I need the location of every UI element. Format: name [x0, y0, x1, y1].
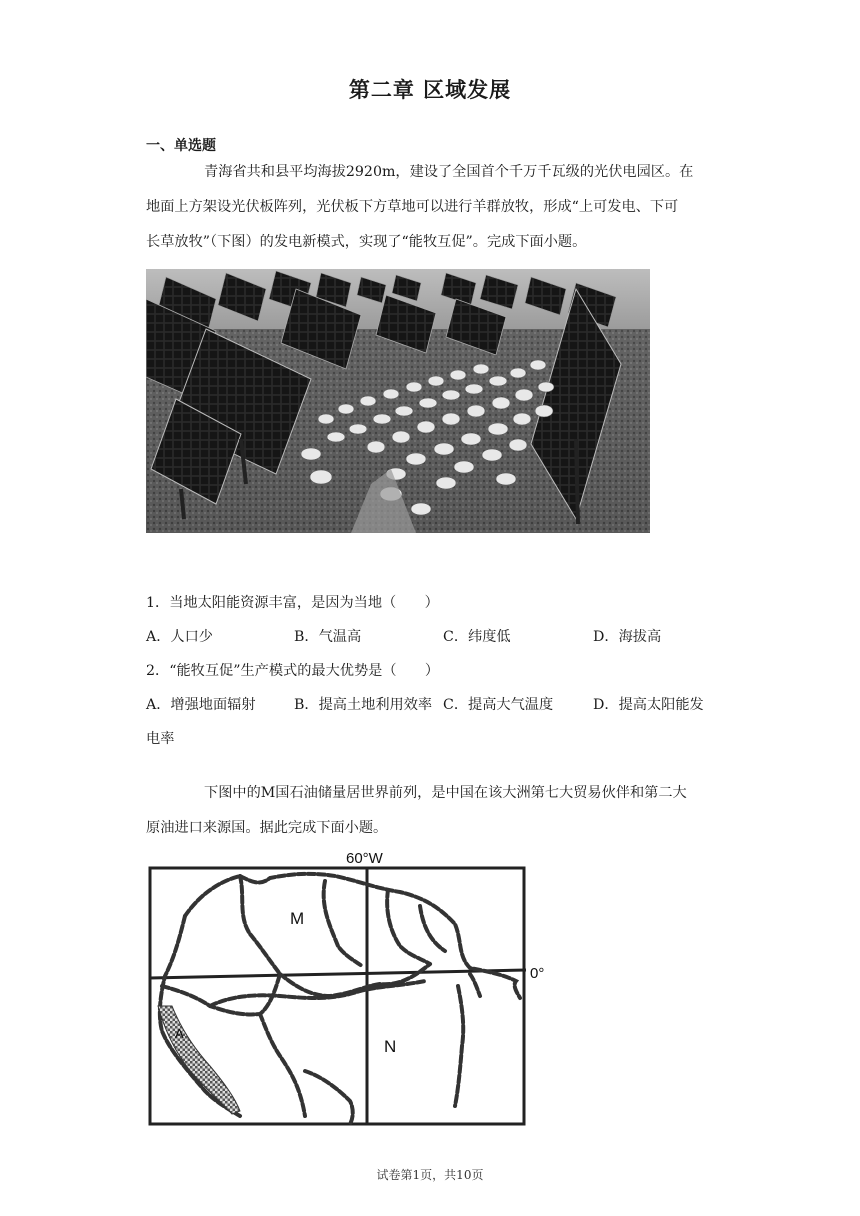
passage1-line2: 地面上方架设光伏板阵列，光伏板下方草地可以进行羊群放牧，形成“上可发电、下可 — [146, 199, 679, 215]
point-a-label: A — [175, 1026, 184, 1041]
page-footer: 试卷第1页，共10页 — [376, 1168, 484, 1182]
q1-option-a[interactable]: A．人口少 — [146, 629, 213, 645]
meridian-label: 60°W — [346, 850, 383, 867]
south-america-map — [140, 846, 560, 1131]
q2-option-b[interactable]: B．提高土地利用效率 — [294, 697, 433, 713]
q1-option-b[interactable]: B．气温高 — [294, 629, 362, 645]
question-2-stem: 2．“能牧互促”生产模式的最大优势是（ ） — [146, 663, 440, 679]
q2-option-d-wrap: 电率 — [146, 731, 175, 747]
q1-option-c[interactable]: C．纬度低 — [443, 629, 511, 645]
country-m-label: M — [290, 909, 305, 928]
passage2-line2: 原油进口来源国。据此完成下面小题。 — [146, 820, 388, 836]
q2-option-c[interactable]: C．提高大气温度 — [443, 697, 554, 713]
section-heading: 一、单选题 — [146, 138, 216, 154]
passage2-line1: 下图中的M国石油储量居世界前列，是中国在该大洲第七大贸易伙伴和第二大 — [204, 785, 687, 801]
q2-option-d[interactable]: D．提高太阳能发 — [593, 697, 704, 713]
solar-panel-sheep-photo — [146, 269, 650, 533]
question-1-stem: 1．当地太阳能资源丰富，是因为当地（ ） — [146, 595, 439, 611]
passage1-line3: 长草放牧”（下图）的发电新模式，实现了“能牧互促”。完成下面小题。 — [146, 234, 587, 250]
country-n-label: N — [384, 1037, 397, 1056]
page-title: 第二章 区域发展 — [348, 78, 512, 102]
q1-option-d[interactable]: D．海拔高 — [593, 629, 662, 645]
equator-label: 0° — [530, 965, 545, 982]
passage1-line1: 青海省共和县平均海拔2920m，建设了全国首个千万千瓦级的光伏电园区。在 — [204, 164, 694, 180]
q2-option-a[interactable]: A．增强地面辐射 — [146, 697, 256, 713]
